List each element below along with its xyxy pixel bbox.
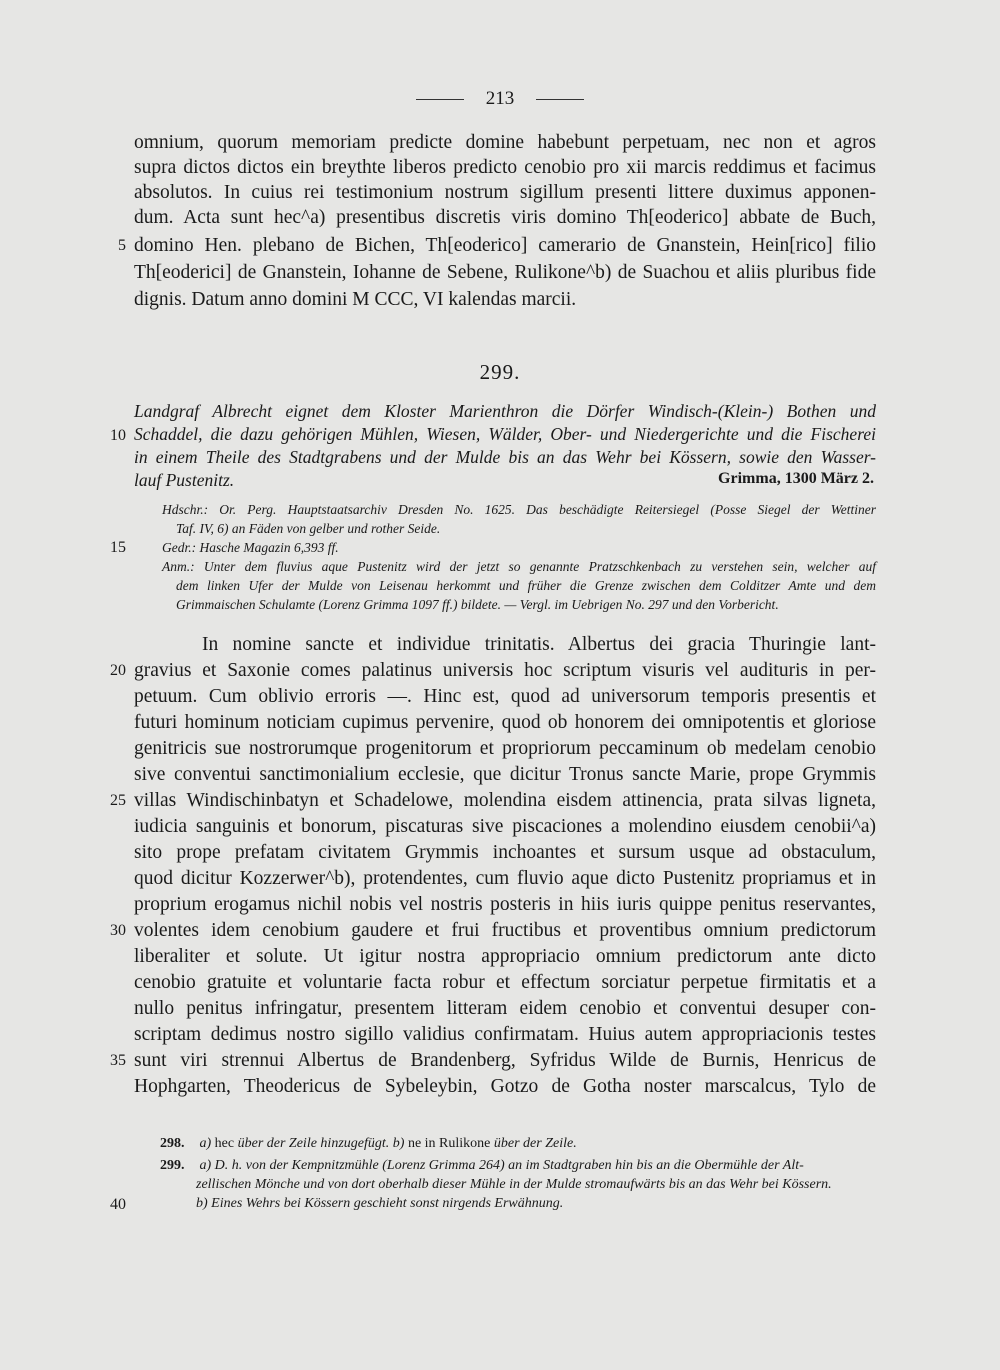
- line-number: 5: [118, 237, 126, 254]
- page-header: [0, 88, 1000, 110]
- footnote-text: über der Zeile hinzugefügt.: [237, 1136, 390, 1151]
- charter-text-line: villas Windischinbatyn et Schadelowe, molendina eisdem attinencia, prata silvas ligneta,: [134, 790, 876, 811]
- top-text-line: dignis. Datum anno domini M CCC, VI kalendas marcii.: [134, 289, 577, 310]
- footnote-text: über der Zeile.: [493, 1136, 577, 1151]
- top-text-line: omnium, quorum memoriam predicte domine habebunt perpetuam, nec non et agros: [134, 132, 876, 153]
- charter-text-line: volentes idem cenobium gaudere et frui fructibus et proventibus omnium predictorum: [134, 920, 876, 941]
- line-number: 15: [110, 539, 126, 556]
- charter-text-line: sunt viri strennui Albertus de Brandenberg, Syfridus Wilde de Burnis, Henricus de: [134, 1050, 876, 1071]
- header-rule-right: [536, 99, 584, 100]
- footnote-299-b: b) Eines Wehrs bei Kössern geschieht sonst nirgends Erwähnung.: [196, 1196, 564, 1211]
- source-note-line: Hdschr.: Or. Perg. Hauptstaatsarchiv Dresden No. 1625. Das beschädigte Reitersiegel (Posse Siegel der Wettiner: [162, 502, 876, 517]
- footnote-text: hec: [214, 1136, 235, 1151]
- line-number: 35: [110, 1052, 126, 1069]
- dateline: Grimma, 1300 März 2.: [718, 470, 874, 487]
- charter-text-line: sito prope prefatam civitatem Grymmis inchoantes et sursum usque ad obstaculum,: [134, 842, 876, 863]
- charter-text-line: cenobio gratuite et voluntarie facta robur et effectum sorciatur perpetue firmitatis et a: [134, 972, 876, 993]
- footnote-text: a) D. h. von der Kempnitzmühle (Lorenz Grimma 264) an im Stadtgraben hin bis an die Obermühle der Alt-: [199, 1158, 804, 1173]
- charter-text-line: gravius et Saxonie comes palatinus universis hoc scriptum visuris vel audituris in per-: [134, 660, 876, 681]
- footnote-text: ne in Rulikone: [407, 1136, 491, 1151]
- footnote-number: 298.: [160, 1136, 185, 1151]
- footnote-299: [160, 1155, 876, 1176]
- document-number: 299.: [479, 360, 521, 384]
- header-rule-left: [416, 99, 464, 100]
- page-number: 213: [485, 88, 515, 109]
- charter-text-line: In nomine sancte et individue trinitatis. Albertus dei gracia Thuringie lant-: [202, 634, 876, 655]
- line-number: 40: [110, 1196, 126, 1213]
- regest-line: Landgraf Albrecht eignet dem Kloster Marienthron die Dörfer Windisch-(Klein-) Bothen und: [134, 401, 876, 421]
- charter-text-line: sive conventui sanctimonialium ecclesie, que dicitur Tronus sancte Marie, prope Grymmis: [134, 764, 876, 785]
- charter-text-line: Hophgarten, Theodericus de Sybeleybin, Gotzo de Gotha noster marscalcus, Tylo de: [134, 1076, 876, 1097]
- charter-text-line: nullo penitus infringatur, presentem litteram eidem cenobio et conventui desuper con-: [134, 998, 876, 1019]
- line-number: 30: [110, 922, 126, 939]
- charter-text-line: iudicia sanguinis et bonorum, piscaturas sive piscaciones a molendino eiusdem cenobii^a): [134, 816, 876, 837]
- charter-text-line: proprium erogamus nichil nobis vel nostris posteris in hiis iuris quippe penitus reservantes,: [134, 894, 876, 915]
- top-text-line: Th[eoderici] de Gnanstein, Iohanne de Sebene, Rulikone^b) de Suachou et aliis pluribus fide: [134, 262, 876, 283]
- regest-line: in einem Theile des Stadtgrabens und der Mulde bis an das Wehr bei Kössern, sowie den Wasser-: [134, 447, 876, 467]
- source-note-line: dem linken Ufer der Mulde von Leisenau herkommt und früher die Grenze zwischen dem Colditzer Amte und dem: [176, 578, 876, 593]
- line-number: 25: [110, 792, 126, 809]
- top-text-line: absolutos. In cuius rei testimonium nostrum sigillum presenti littere duximus apponen-: [134, 182, 876, 203]
- footnote-298: [160, 1133, 876, 1154]
- top-text-line: supra dictos dictos ein breythte liberos predicto cenobio pro xii marcis reddimus et facimus: [134, 157, 876, 178]
- top-text-line: domino Hen. plebano de Bichen, Th[eoderico] camerario de Gnanstein, Hein[rico] filio: [134, 235, 876, 256]
- footnote-299-continuation: zellischen Mönche und von dort oberhalb dieser Mühle in der Mulde stromaufwärts bis an das Wehr bei Kössern.: [196, 1177, 832, 1192]
- charter-text-line: liberaliter et solute. Ut igitur nostra appropriacio omnium predictorum ante dicto: [134, 946, 876, 967]
- charter-text-line: futuri hominum noticiam cupimus pervenire, quod ob honorem dei omnipotentis et gloriose: [134, 712, 876, 733]
- charter-text-line: petuum. Cum oblivio erroris —. Hinc est, quod ad universorum temporis presentis et: [134, 686, 876, 707]
- regest-line: lauf Pustenitz.: [134, 470, 235, 490]
- source-note-line: Gedr.: Hasche Magazin 6,393 ff.: [162, 540, 339, 555]
- top-text-line: dum. Acta sunt hec^a) presentibus discretis viris domino Th[eoderico] abbate de Buch,: [134, 207, 876, 228]
- source-note-line: Anm.: Unter dem fluvius aque Pustenitz wird der jetzt so genannte Pratzschkenbach zu verstehen sein, welcher auf: [162, 559, 876, 574]
- charter-text-line: genitricis sue nostrorumque progenitorum et propriorum peccaminum ob medelam cenobio: [134, 738, 876, 759]
- charter-text-line: quod dicitur Kozzerwer^b), protendentes, cum fluvio aque dicto Pustenitz propriamus et in: [134, 868, 876, 889]
- source-note-line: Grimmaischen Schulamte (Lorenz Grimma 1097 ff.) bildete. — Vergl. im Uebrigen No. 297 und den Vorbericht.: [176, 597, 779, 612]
- charter-text-line: scriptam dedimus nostro sigillo validius confirmatam. Huius autem appropriacionis testes: [134, 1024, 876, 1045]
- line-number: 20: [110, 662, 126, 679]
- regest-line: Schaddel, die dazu gehörigen Mühlen, Wiesen, Wälder, Ober- und Niedergerichte und die Fischerei: [134, 424, 876, 444]
- footnote-label: b): [392, 1136, 405, 1151]
- footnote-number: 299.: [160, 1158, 185, 1173]
- footnote-label: a): [199, 1136, 212, 1151]
- line-number: 10: [110, 427, 126, 444]
- source-note-line: Taf. IV, 6) an Fäden von gelber und rother Seide.: [176, 521, 441, 536]
